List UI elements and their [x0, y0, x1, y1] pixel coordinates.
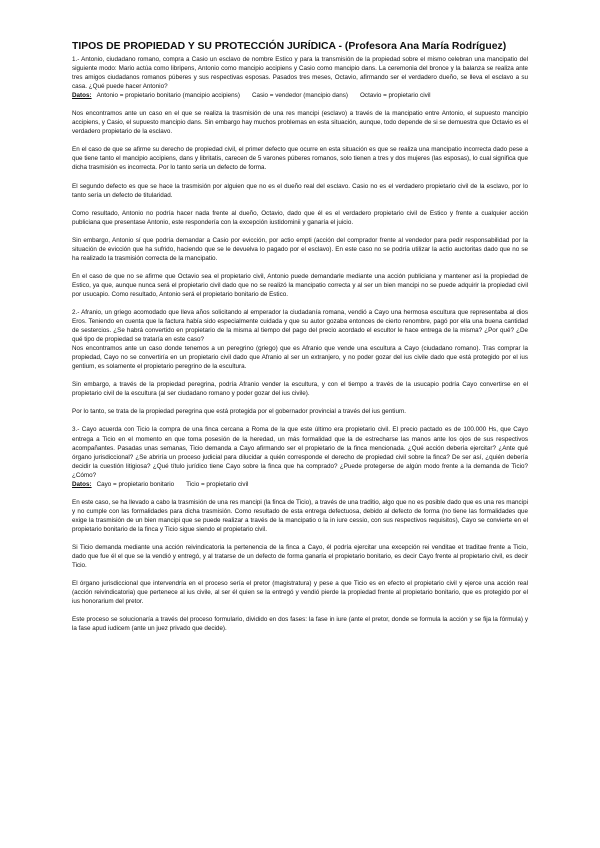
case-3-paragraph: Este proceso se solucionaría a través del proceso formulario, dividido en dos fases: la fase in iure (ante el pretor, donde se formula la acción y se fija la fórmula) y la fase apud iudicem (ante un juez privado que decide). [72, 616, 528, 633]
case-2-paragraph: Por lo tanto, se trata de la propiedad peregrina que está protegida por el gobernador provincial a través del ius gentium. [72, 408, 406, 416]
case-3-data-label: Datos: [72, 480, 92, 488]
case-1-data-item: Octavio = propietario civil [360, 92, 431, 100]
case-2-statement: 2.- Afranio, un griego acomodado que lleva años solicitando al emperador la ciudadanía romana, vendió a Cayo una hermosa escultura que representaba al dios Eros. Teniendo en cuenta que la factura había sido especialmente cuidada y que su autor gozaba entonces de cierto renombre, pagó por ella una buena cantidad de sestercios. ¿Se habrá convertido en propietario de la misma al tiempo del pago del precio acordado el escultor le hace entrega de la misma? ¿Por qué? ¿De qué tipo de propiedad se trataría en este caso? [72, 308, 528, 344]
case-3-paragraph: En este caso, se ha llevado a cabo la trasmisión de una res mancipi (la finca de Ticio), a través de una traditio, algo que no es posible dado que es una res mancipi y no cumple con las formalidades para dicha trasmisión. Como resultado de esta entrega defectuosa, debido al defecto de forma (no tiene las formalidades que exige la trasmisión de un bien mancipi que se puede realizar a través de la mancipatio o la in iure cessio, con sus respectivos requisitos), Cayo se convierte en el propietario bonitario de la finca y Ticio sigue siendo el propietario civil. [72, 498, 528, 533]
case-1-paragraph: En el caso de que se afirme su derecho de propiedad civil, el primer defecto que ocurre en esta situación es que se realiza una mancipatio incorrecta dado pese a que tiene tanto el mancipio accipiens, dans y libritatis, carecen de 5 varones púberes romanos, solo tienen a tres y dos mujeres (las esposas), lo cual significa que dicha trasmisión es incorrecta. Por lo tanto sería un defecto de forma. [72, 146, 528, 172]
case-2-paragraph: Nos encontramos ante un caso donde tenemos a un peregrino (griego) que es Afranio que vende una escultura a Cayo (ciudadano romano). Tras comprar la propiedad, Cayo no se convertiría en un propietario civil dado que Afranio al ser un extranjero, y no poder gozar del ius civile dado que está protegido por el ius gentium, es solamente el propietario peregrino de la escultura. [72, 345, 528, 371]
case-1-paragraph: En el caso de que no se afirme que Octavio sea el propietario civil, Antonio puede demandarle mediante una acción publiciana y mantener así la propiedad de Estico, ya que, aunque nunca será el propietario civil dado que no se realizó la mancipatio correcta y al ser un bien mancipi no se puede adquirir la propiedad civil por usucapio. Como resultado, Antonio será el propietario bonitario de Estico. [72, 272, 528, 298]
case-1-data-item: Antonio = propietario bonitario (mancipio accipiens) [96, 92, 240, 100]
case-3-data-item: Ticio = propietario civil [186, 480, 249, 488]
case-1-data-item: Casio = vendedor (mancipio dans) [251, 92, 349, 100]
document-title: TIPOS DE PROPIEDAD Y SU PROTECCIÓN JURÍDICA - (Profesora Ana María Rodríguez) [72, 41, 507, 52]
case-1-statement: 1.- Antonio, ciudadano romano, compra a Casio un esclavo de nombre Estico y para la transmisión de la propiedad sobre el mismo celebran una mancipatio del siguiente modo: Mario actúa como libripens, Antonio como mancipio accipiens y Casio como mancipio dans. La ceremonia del bronce y la balanza se realiza ante tres amigos ciudadanos romanos púberes y sus respectivas esposas. Pasados tres meses, Octavio, afirmando ser el verdadero dueño, se lleva el esclavo a su casa. ¿Qué puede hacer Antonio? [72, 56, 528, 91]
document-body [72, 41, 528, 633]
case-1-data [72, 91, 528, 100]
case-3-paragraph: El órgano jurisdiccional que intervendría en el proceso sería el pretor (magistratura) y pese a que Ticio es en efecto el propietario civil y ejerce una acción real (acción reivindicatoria) que pertenece al ius civile, al ser él quien se la entregó y vendió pierde la propiedad frente al propietario bonitario, que es protegido por el ius honorarium del pretor. [72, 580, 528, 606]
case-1-paragraph: Como resultado, Antonio no podría hacer nada frente al dueño, Octavio, dado que él es el verdadero propietario civil de Estico y frente a cualquier acción publiciana que presentase Antonio, este respondería con la excepción iustidominii y ganaría el juicio. [72, 209, 528, 226]
case-3-paragraph: Si Ticio demanda mediante una acción reivindicatoria la pertenencia de la finca a Cayo, él podría ejercitar una excepción rei venditae et traditae frente a Ticio, dado que fue él el que se la vendió y entregó, y al tratarse de un defecto de forma ganaría el propietario bonitario, es decir Cayo frente al propietario civil, es decir Ticio. [72, 543, 528, 570]
case-1-data-label: Datos: [72, 92, 92, 100]
case-3-data [72, 480, 528, 489]
case-1-paragraph: El segundo defecto es que se hace la trasmisión por alguien que no es el dueño real del esclavo. Casio no es el verdadero propietario civil de la esclavo, por lo tanto sería un defecto de titularidad. [72, 182, 528, 199]
case-3-statement: 3.- Cayo acuerda con Ticio la compra de una finca cercana a Roma de la que este último era propietario civil. El precio pactado es de 100.000 Hs, que Cayo entrega a Ticio en el momento en que toma posesión de la heredad, un más formalidad que la de estrecharse las manos ante los ojos de sus respectivos acompañantes. Pasadas unas semanas, Ticio demanda a Cayo afirmando ser el propietario de la finca mencionada. ¿Qué acción debería ejercitar? ¿Ante qué órgano jurisdiccional? ¿Se abriría un proceso judicial para dilucidar a quién corresponde el derecho de propiedad civil sobre la finca? De ser así, ¿quién debería decidir la cuestión litigiosa? ¿Qué título jurídico tiene Cayo sobre la finca que ha comprado? ¿Puede protegerse de algún modo frente a la demanda de Ticio? ¿Cómo? [72, 426, 528, 479]
case-1-paragraph: Nos encontramos ante un caso en el que se realiza la trasmisión de una res mancipi (esclavo) a través de la mancipatio entre Antonio, el supuesto mancipio accipiens, y Casio, el supuesto mancipio dans. Sin embargo hay muchos problemas en esta situación, aunque, todo depende de si se demuestra que Octavio es el verdadero propietario de la esclavo. [72, 110, 528, 136]
case-1-paragraph: Sin embargo, Antonio sí que podría demandar a Casio por evicción, por actio empti (acción del comprador frente al vendedor para pedir responsabilidad por la situación de evicción que ha sufrido, haciendo que se le devuelva lo pagado por el esclavo). En este caso no se podría utilizar la actio auctoritas dado que no se ha realizado la trasmisión correcta de la mancipatio. [72, 236, 528, 262]
case-2-paragraph: Sin embargo, a través de la propiedad peregrina, podría Afranio vender la escultura, y con el tiempo a través de la usucapio podría Cayo convertirse en el propietario civil de la escultura (al ser ciudadano romano y poder gozar del ius civile). [72, 381, 528, 398]
case-3-data-item: Cayo = propietario bonitario [96, 480, 175, 488]
